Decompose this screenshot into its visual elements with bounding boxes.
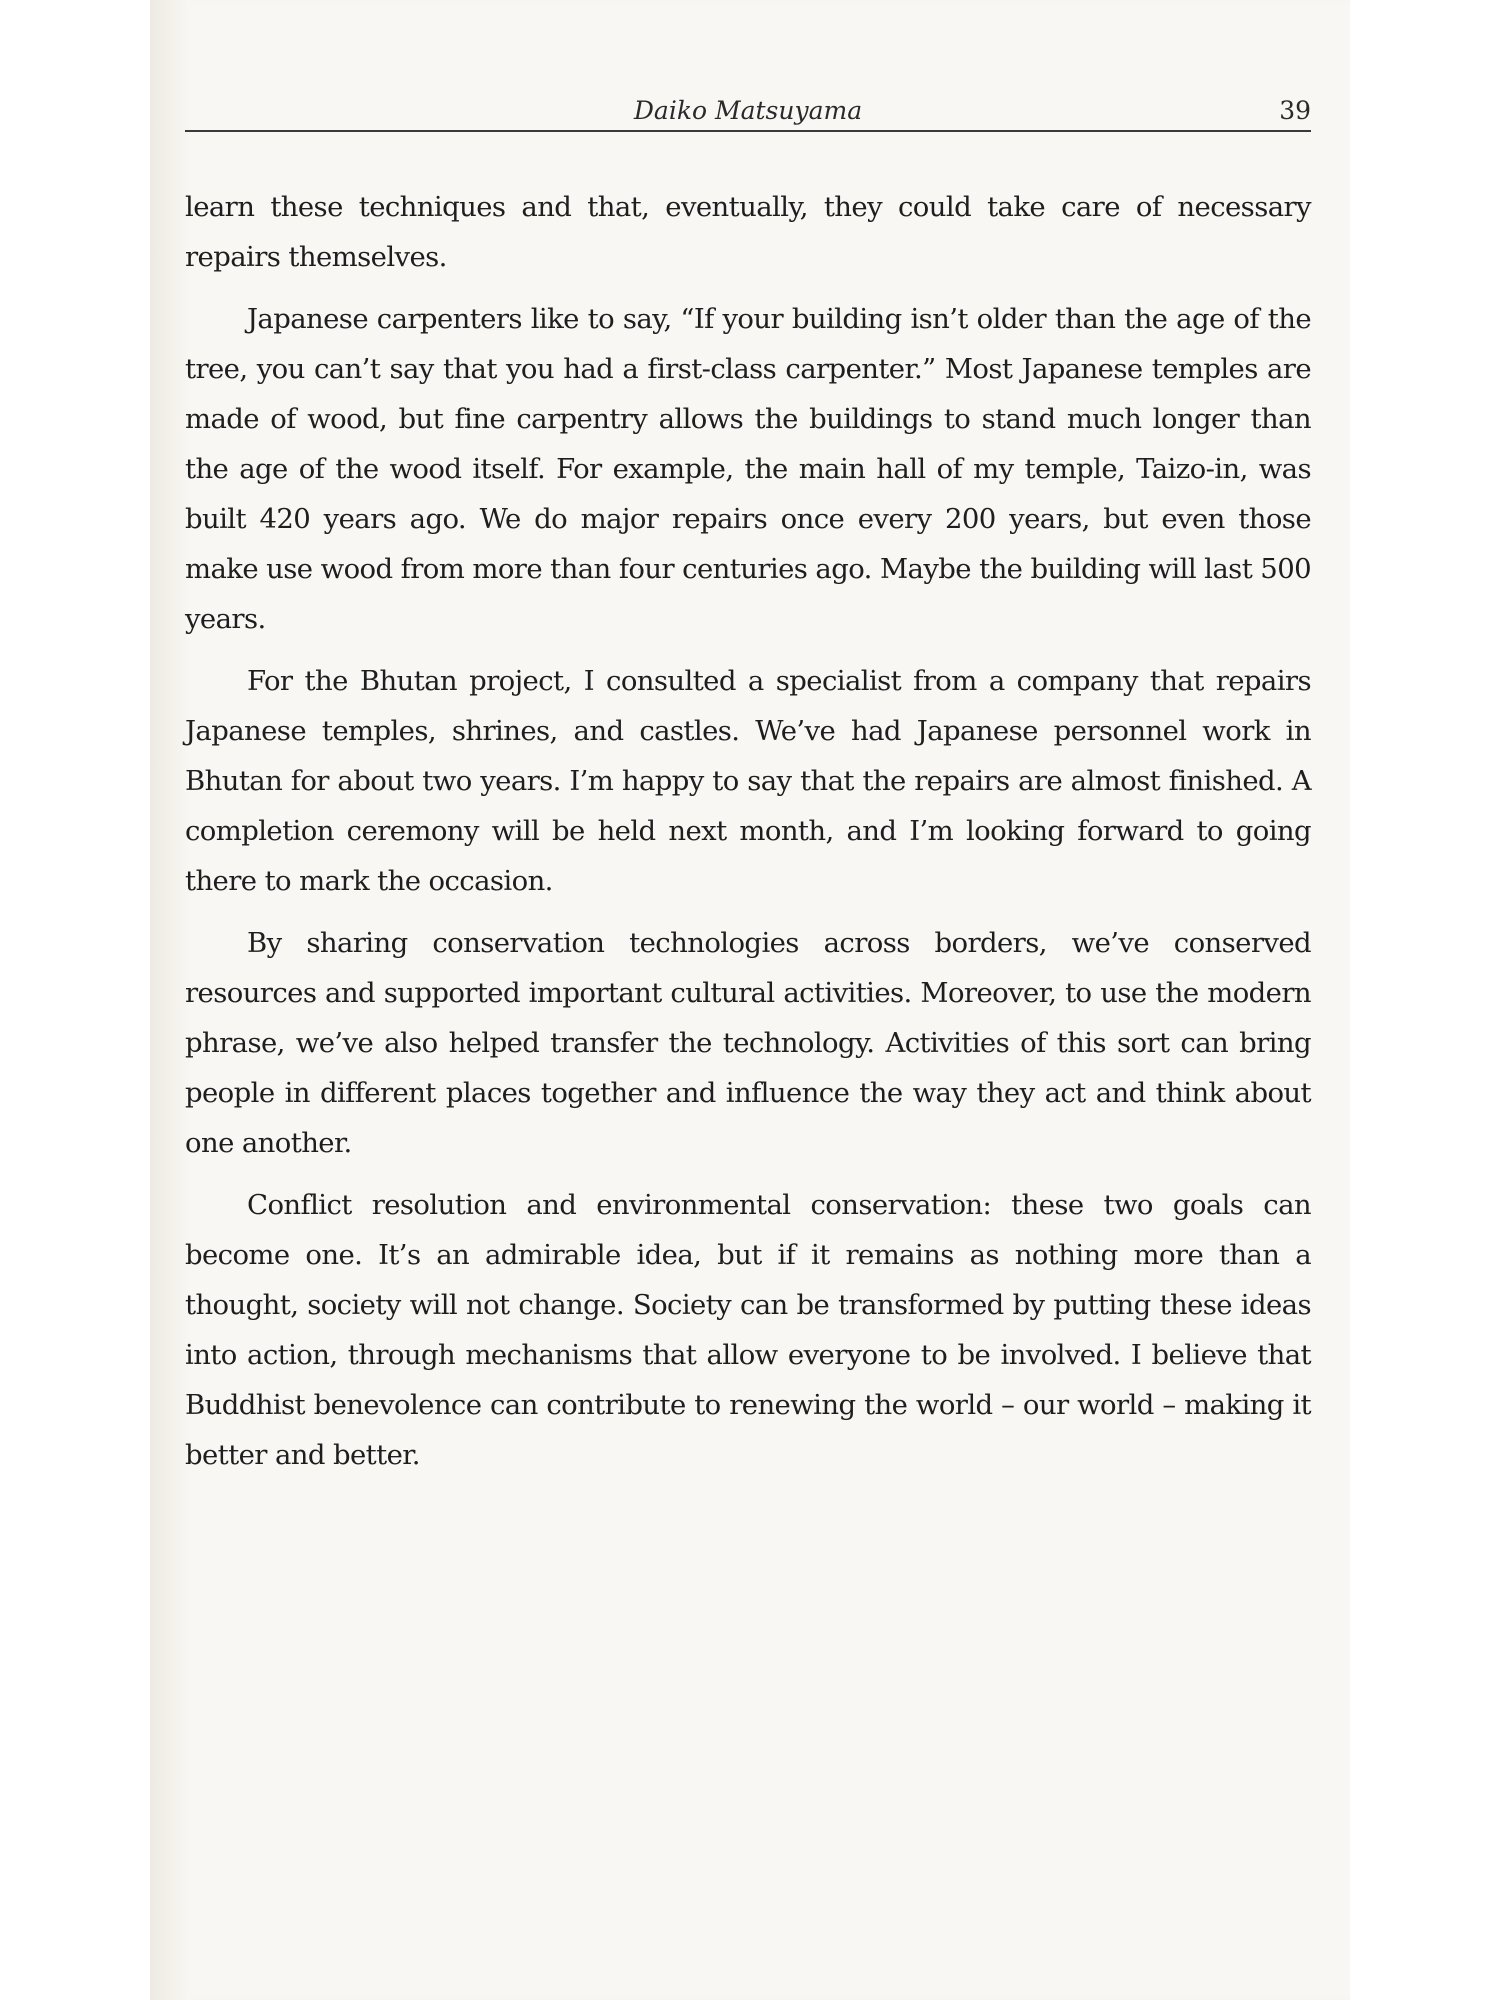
- paragraph: Conflict resolution and environmental conservation: these two goals can become one. It’s an admirable idea, but if it remains as nothing more than a thought, society will not change. Society can be transformed by putting these ideas into action, through mechanisms that allow everyone to be involved. I believe that Buddhist benevolence can contribute to renewing the world – our world – making it better and better.: [185, 1189, 1311, 1471]
- body-text: [185, 182, 1311, 1492]
- paragraph: By sharing conservation technologies across borders, we’ve conserved resources and supported important cultural activities. Moreover, to use the modern phrase, we’ve also helped transfer the technology. Activities of this sort can bring people in different places together and influence the way they act and think about one another.: [185, 927, 1311, 1159]
- page-gutter-shadow: [150, 0, 190, 2000]
- paragraph: learn these techniques and that, eventually, they could take care of necessary repairs themselves.: [185, 191, 1311, 273]
- paragraph: For the Bhutan project, I consulted a specialist from a company that repairs Japanese temples, shrines, and castles. We’ve had Japanese personnel work in Bhutan for about two years. I’m happy to say that the repairs are almost finished. A completion ceremony will be held next month, and I’m looking forward to going there to mark the occasion.: [185, 665, 1311, 897]
- running-head: Daiko Matsuyama: [633, 96, 863, 125]
- paragraph: Japanese carpenters like to say, “If your building isn’t older than the age of the tree, you can’t say that you had a first-class carpenter.” Most Japanese temples are made of wood, but fine carpentry allows the buildings to stand much longer than the age of the wood itself. For example, the main hall of my temple, Taizo-in, was built 420 years ago. We do major repairs once every 200 years, but even those make use wood from more than four centuries ago. Maybe the building will last 500 years.: [185, 303, 1311, 635]
- page-header: [185, 92, 1311, 132]
- page-number: 39: [1279, 96, 1311, 125]
